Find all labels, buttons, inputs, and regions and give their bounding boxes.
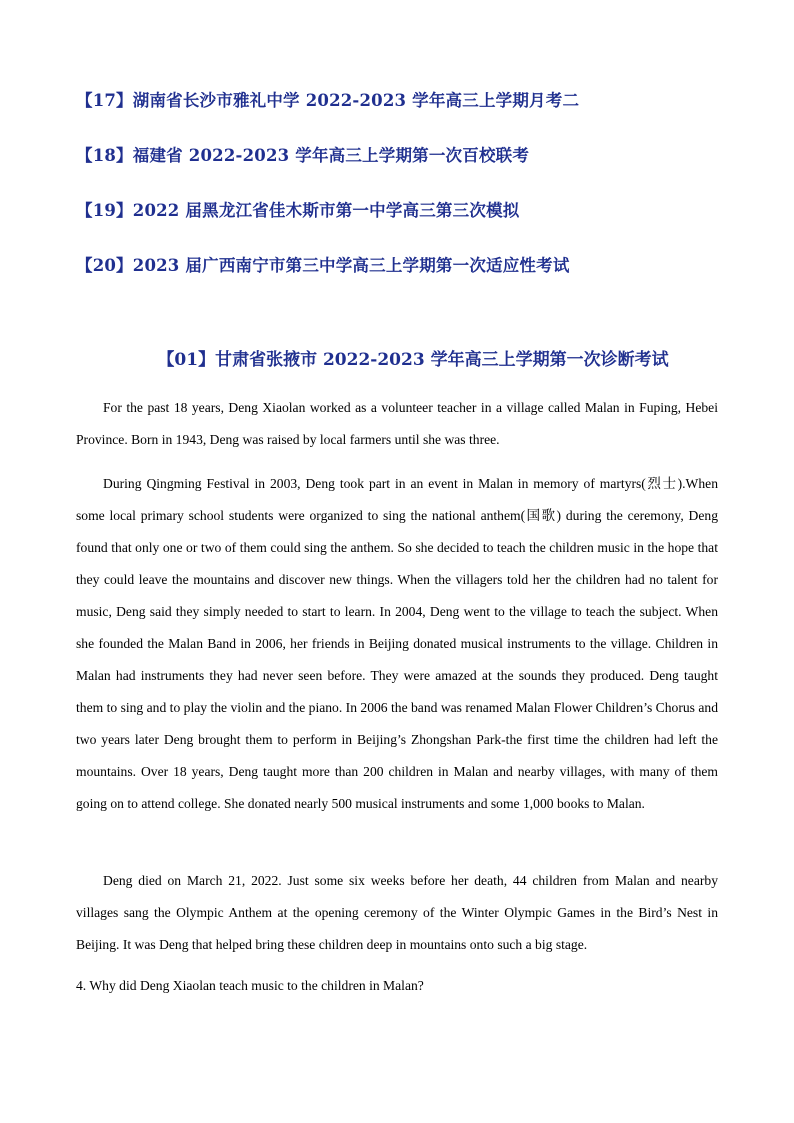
section-title: 【01】甘肃省张掖市 2022-2023 学年高三上学期第一次诊断考试 bbox=[157, 350, 669, 370]
toc-item-18: 【18】福建省 2022-2023 学年高三上学期第一次百校联考 bbox=[76, 146, 530, 165]
question-4: 4. Why did Deng Xiaolan teach music to the children in Malan? bbox=[76, 978, 424, 993]
toc-item-17: 【17】湖南省长沙市雅礼中学 2022-2023 学年高三上学期月考二 bbox=[76, 91, 580, 110]
passage-paragraph-3: Deng died on March 21, 2022. Just some six weeks before her death, 44 children from Malan and nearby villages sang the Olympic Anthem at the opening ceremony of the Winter Olympic Games in the Bird’s Nest in Beijing. It was Deng that helped bring these children deep in mountains onto such a big stage. bbox=[76, 873, 718, 952]
toc-item-19: 【19】2022 届黑龙江省佳木斯市第一中学高三第三次模拟 bbox=[76, 201, 520, 220]
passage-paragraph-2: During Qingming Festival in 2003, Deng took part in an event in Malan in memory of martyrs(烈士).When some local primary school students were organized to sing the national anthem(国歌) during the ceremony, Deng found that only one or two of them could sing the anthem. So she decided to teach the children music in the hope that they could leave the mountains and discover new things. When the villagers told her the children had no talent for music, Deng said they simply needed to start to learn. In 2004, Deng went to the village to teach the subject. When she founded the Malan Band in 2006, her friends in Beijing donated musical instruments to the village. Children in Malan had instruments they had never seen before. They were amazed at the sounds they produced. Deng taught them to sing and to play the violin and the piano. In 2006 the band was renamed Malan Flower Children’s Chorus and two years later Deng brought them to perform in Beijing’s Zhongshan Park-the first time the children had left the mountains. Over 18 years, Deng taught more than 200 children in Malan and nearby villages, with many of them going on to attend college. She donated nearly 500 musical instruments and some 1,000 books to Malan. bbox=[76, 476, 718, 811]
passage-paragraph-1: For the past 18 years, Deng Xiaolan worked as a volunteer teacher in a village called Malan in Fuping, Hebei Province. Born in 1943, Deng was raised by local farmers until she was three. bbox=[76, 400, 718, 447]
toc-item-20: 【20】2023 届广西南宁市第三中学高三上学期第一次适应性考试 bbox=[76, 256, 570, 275]
